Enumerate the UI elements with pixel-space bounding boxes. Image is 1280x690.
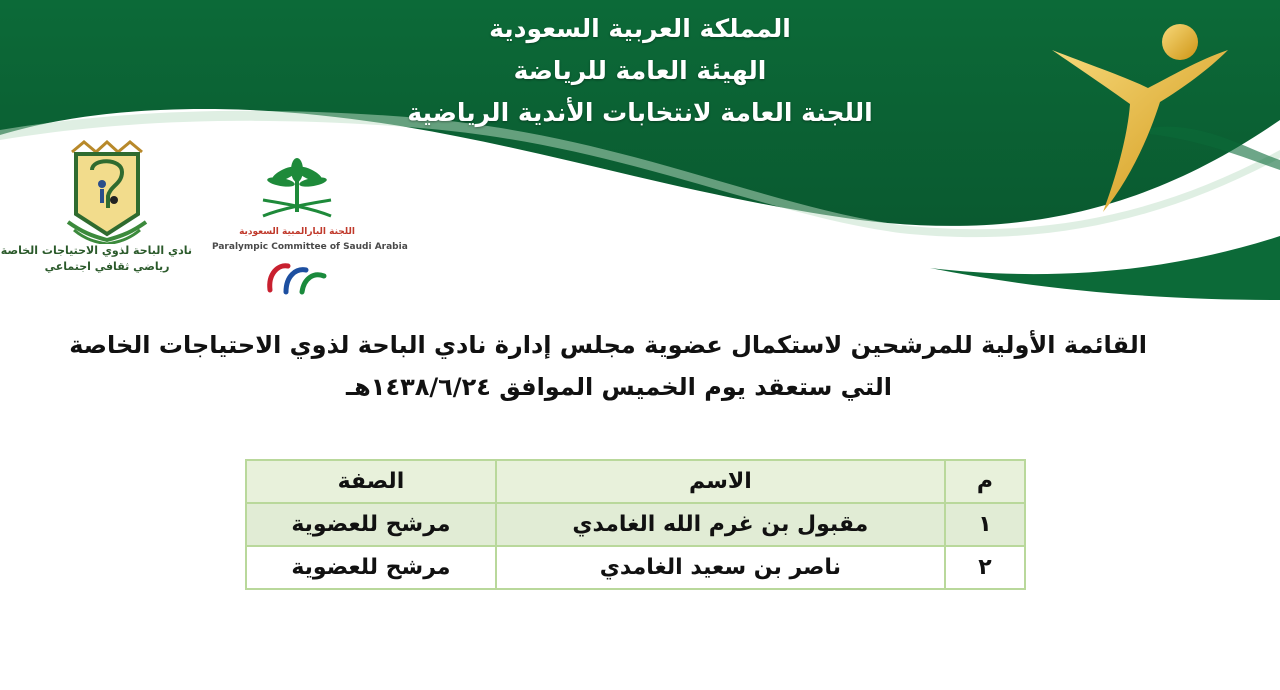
row-role: مرشح للعضوية [246, 503, 496, 546]
row-name: ناصر بن سعيد الغامدي [496, 546, 945, 589]
paralympic-name-en: Paralympic Committee of Saudi Arabia [212, 242, 408, 252]
sports-authority-emblem-icon [1048, 22, 1233, 217]
club-subtitle: رياضي ثقافي اجتماعي [44, 260, 170, 273]
header-role: الصفة [246, 460, 496, 503]
club-logo [0, 140, 192, 285]
candidates-table [245, 459, 1026, 590]
document-title: القائمة الأولية للمرشحين لاستكمال عضوية مجلس إدارة نادي الباحة لذوي الاحتياجات الخاصة [69, 331, 1147, 359]
table-row [246, 546, 1025, 589]
country-title: المملكة العربية السعودية [489, 14, 791, 43]
row-role: مرشح للعضوية [246, 546, 496, 589]
paralympic-logo [212, 150, 408, 300]
authority-title: الهيئة العامة للرياضة [513, 56, 767, 85]
agitos-icon [264, 260, 328, 296]
header-name: الاسم [496, 460, 945, 503]
table-row [246, 503, 1025, 546]
club-emblem-icon [62, 140, 152, 244]
header-number: م [945, 460, 1025, 503]
paralympic-name-ar: اللجنة البارالمبية السعودية [239, 227, 355, 237]
palm-swords-icon [257, 156, 337, 226]
row-number: ٢ [945, 546, 1025, 589]
row-name: مقبول بن غرم الله الغامدي [496, 503, 945, 546]
row-number: ١ [945, 503, 1025, 546]
club-name: نادي الباحة لذوي الاحتياجات الخاصة [0, 244, 192, 257]
committee-title: اللجنة العامة لانتخابات الأندية الرياضية [407, 98, 873, 127]
document-subtitle: التي ستعقد يوم الخميس الموافق ١٤٣٨/٦/٢٤هـ [345, 373, 892, 401]
table-header-row [246, 460, 1025, 503]
